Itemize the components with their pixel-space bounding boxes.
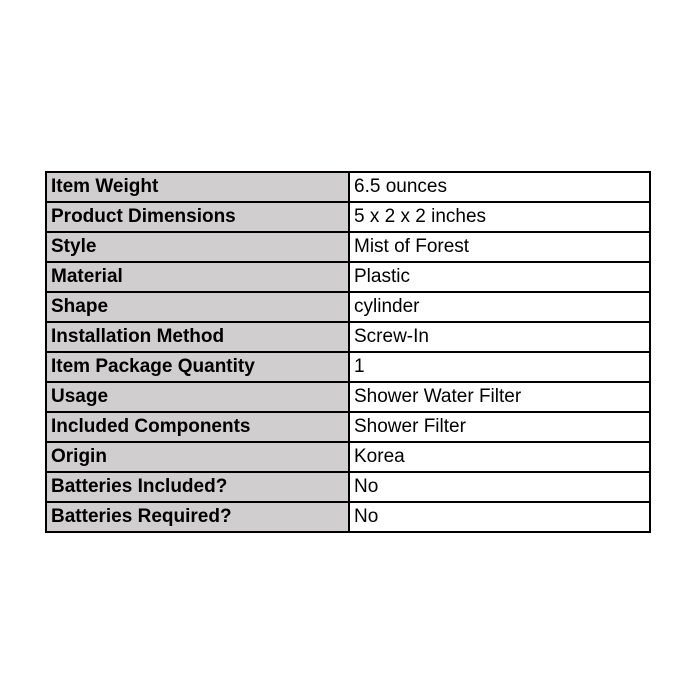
spec-value: 6.5 ounces: [349, 172, 650, 202]
spec-label: Material: [46, 262, 349, 292]
spec-row-included-components: [46, 412, 650, 442]
spec-value: Plastic: [349, 262, 650, 292]
spec-value: Shower Filter: [349, 412, 650, 442]
spec-row-origin: [46, 442, 650, 472]
spec-row-product-dimensions: [46, 202, 650, 232]
spec-row-batteries-included: [46, 472, 650, 502]
spec-row-shape: [46, 292, 650, 322]
spec-value: Korea: [349, 442, 650, 472]
spec-row-usage: [46, 382, 650, 412]
spec-value: No: [349, 472, 650, 502]
spec-value: Shower Water Filter: [349, 382, 650, 412]
spec-label: Shape: [46, 292, 349, 322]
spec-row-batteries-required: [46, 502, 650, 532]
spec-label: Batteries Required?: [46, 502, 349, 532]
spec-value: Mist of Forest: [349, 232, 650, 262]
spec-label: Style: [46, 232, 349, 262]
spec-table-body: [46, 172, 650, 532]
spec-value: Screw-In: [349, 322, 650, 352]
spec-label: Item Weight: [46, 172, 349, 202]
spec-label: Product Dimensions: [46, 202, 349, 232]
spec-row-item-package-quantity: [46, 352, 650, 382]
spec-value: 1: [349, 352, 650, 382]
product-spec-table: [45, 171, 651, 533]
spec-value: cylinder: [349, 292, 650, 322]
spec-row-style: [46, 232, 650, 262]
spec-value: 5 x 2 x 2 inches: [349, 202, 650, 232]
spec-row-installation-method: [46, 322, 650, 352]
spec-row-material: [46, 262, 650, 292]
spec-label: Item Package Quantity: [46, 352, 349, 382]
spec-value: No: [349, 502, 650, 532]
spec-row-item-weight: [46, 172, 650, 202]
spec-label: Origin: [46, 442, 349, 472]
spec-label: Usage: [46, 382, 349, 412]
spec-label: Installation Method: [46, 322, 349, 352]
spec-label: Batteries Included?: [46, 472, 349, 502]
spec-label: Included Components: [46, 412, 349, 442]
